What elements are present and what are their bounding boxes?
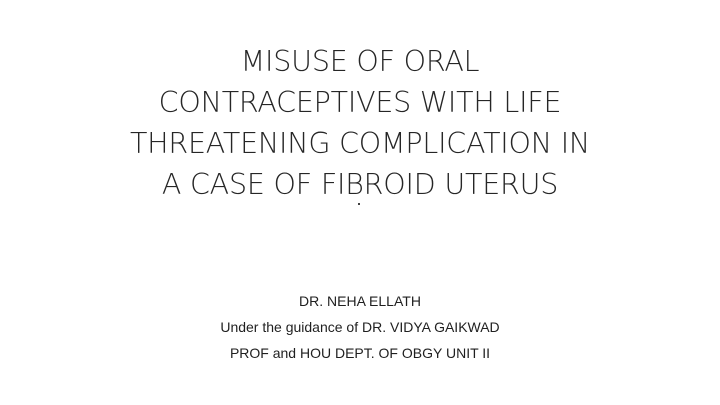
title-line-2: CONTRACEPTIVES WITH LIFE — [158, 86, 562, 119]
title-line-4: A CASE OF FIBROID UTERUS — [161, 168, 559, 201]
stray-dot — [358, 203, 360, 205]
title-line-1: MISUSE OF ORAL — [240, 45, 480, 78]
author-name: DR. NEHA ELLATH — [299, 293, 421, 309]
slide-subtitle — [90, 288, 630, 366]
guidance-line: Under the guidance of DR. VIDYA GAIKWAD — [220, 319, 500, 335]
department-line: PROF and HOU DEPT. OF OBGY UNIT II — [229, 345, 491, 361]
slide-title — [90, 41, 630, 205]
title-line-3: THREATENING COMPLICATION IN — [129, 127, 591, 160]
